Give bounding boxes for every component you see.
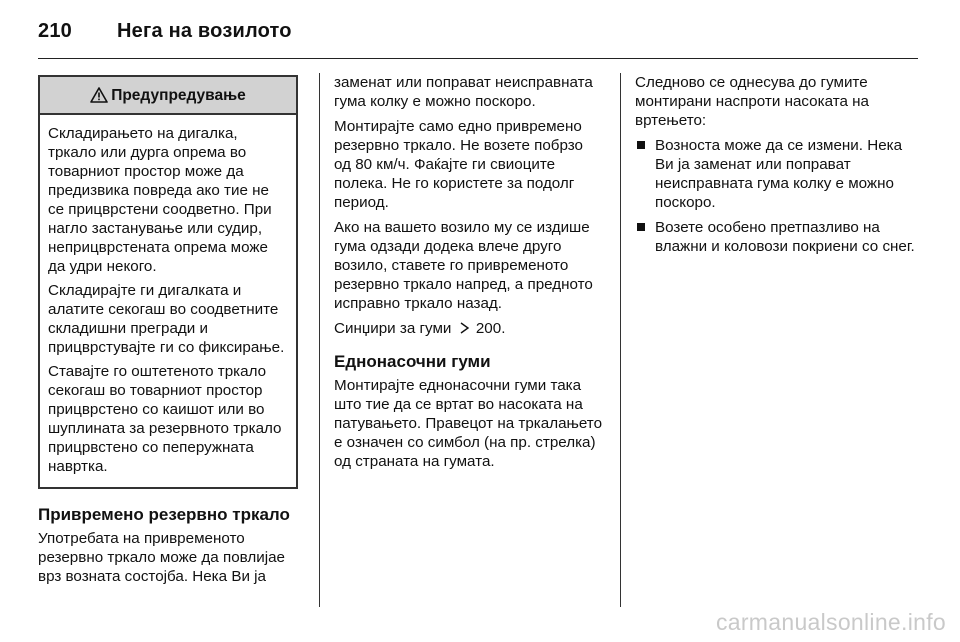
body-paragraph: Употребата на привременото резервно тркало може да повлијае врз возната состојба. Нека Ви ја [38,530,285,585]
cross-reference-page[interactable]: 200. [475,320,506,337]
body-paragraph: Следново се однесува до гумите монтирани наспроти насоката на вртењето: [635,74,869,129]
warning-body [40,115,296,487]
warning-header [40,77,296,115]
watermark: carmanualsonline.info [715,609,946,635]
cross-reference [334,319,604,338]
warning-paragraph: Складирањето на дигалка, тркало или дурга опрема во товарниот простор може да предизвика повреда ако тие не се прицврстени соодветно. При нагло застанување или судир, неприцврстената опрема може да удри некого. [48,125,272,275]
cross-reference-text: Синџири за гуми [334,320,452,337]
list-item [635,136,920,212]
column-divider [620,73,621,607]
square-bullet-icon [637,141,645,149]
list-item-text: Возете особено претпазливо на влажни и коловози покриени со снег. [655,219,915,255]
list-item-text: Возноста може да се измени. Нека Ви ја заменат или поправат неисправната гума колку е можно поскоро. [655,137,903,211]
warning-box [38,75,298,489]
warning-triangle-icon [90,87,108,103]
page-title: Нега на возилото [117,20,292,42]
page-header [38,14,918,52]
column-1 [38,75,302,592]
body-paragraph: Ако на вашето возило му се издише гума одзади додека влече друго возило, ставете го привременото резервно тркало напред, а предното исправно тркало назад. [334,219,593,312]
square-bullet-icon [637,223,645,231]
warning-paragraph: Ставајте го оштетеното тркало секогаш во товарниот простор прицврстено со каишот или во шуплината за резервното тркало прицрвстено со пеперужната навртка. [48,363,282,475]
section-heading-directional-tyres: Еднонасочни гуми [334,352,491,371]
body-paragraph: заменат или поправат неисправната гума колку е можно поскоро. [334,74,593,110]
bullet-list [635,136,920,256]
header-rule [38,58,918,59]
page-number: 210 [38,20,72,42]
warning-title: Предупредување [111,86,246,104]
body-paragraph: Монтирајте само едно привремено резервно тркало. Не возете побрзо од 80 км/ч. Фаќајте ги свиоците полека. Не го користете за подолг период. [334,118,583,211]
section-heading-temporary-spare: Привремено резервно тркало [38,505,290,524]
column-divider [319,73,320,607]
column-3 [635,73,920,262]
page-reference-arrow-icon [458,322,470,334]
body-paragraph: Монтирајте еднонасочни гуми така што тие да се вртат во насоката на патувањето. Правецот на тркалањето е означен со симбол (на пр. стрелка) од страната на гумата. [334,377,603,470]
warning-paragraph: Складирајте ги дигалката и алатите секогаш во соодветните складишни прегради и прицврстувајте ги со фиксирање. [48,282,285,356]
list-item [635,218,920,256]
column-2 [334,73,604,477]
